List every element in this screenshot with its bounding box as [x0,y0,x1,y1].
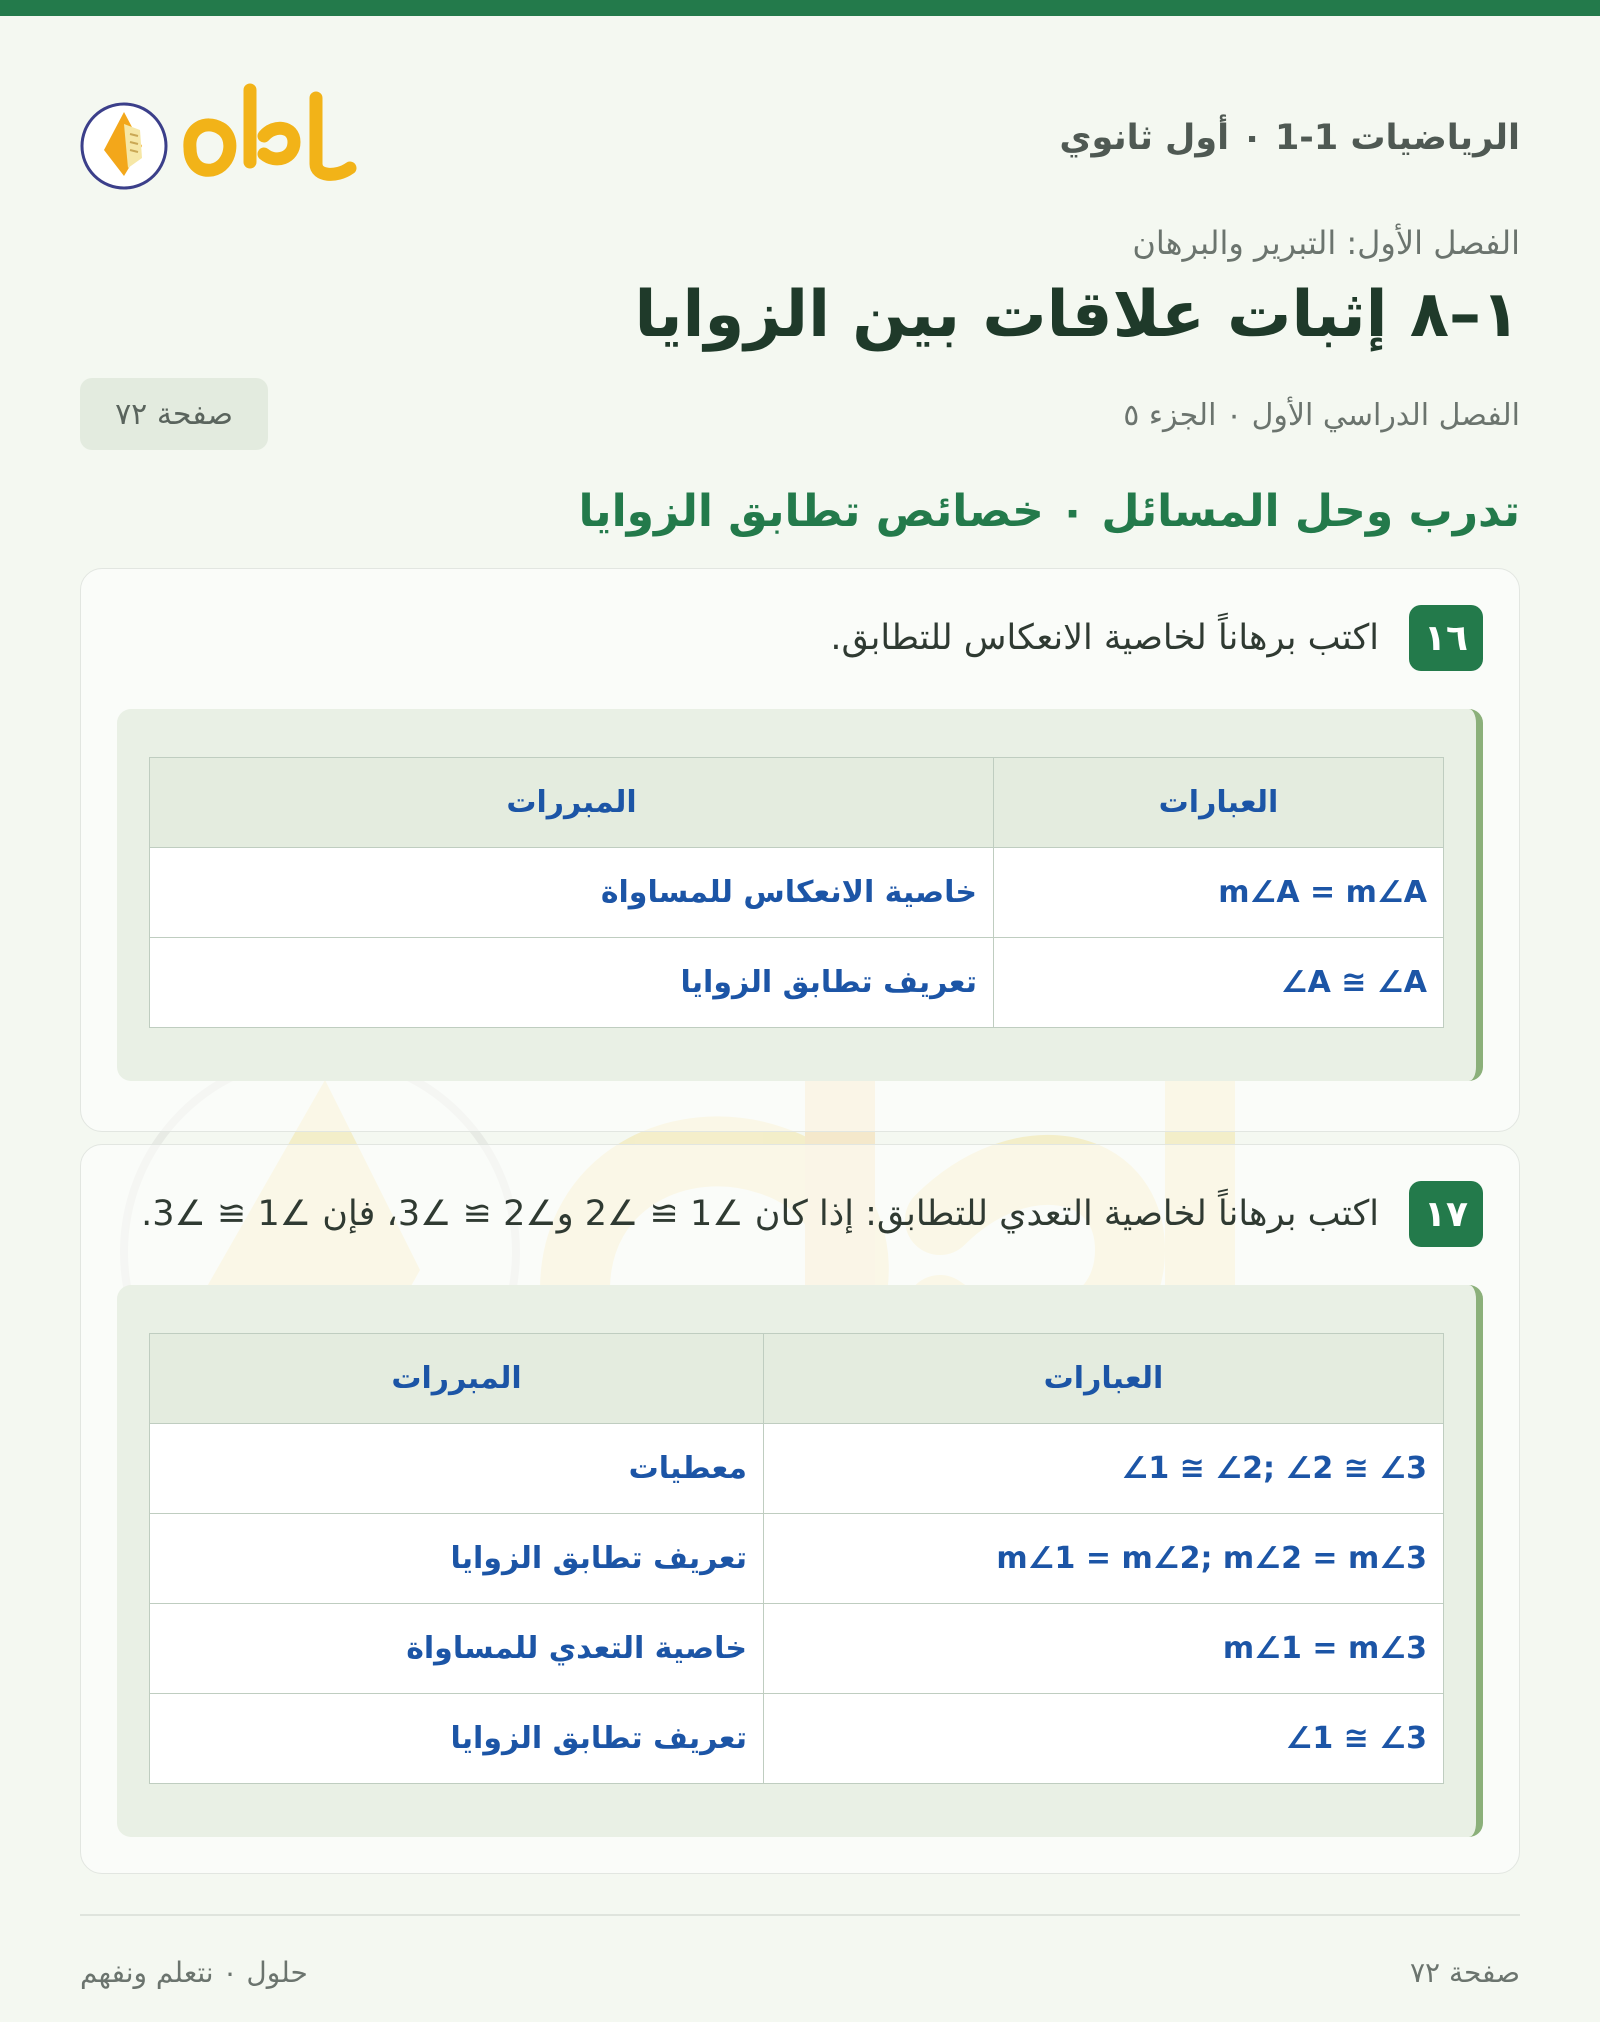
statement-cell: ∠1 ≅ ∠3 [764,1694,1444,1784]
proof-box [117,1285,1483,1837]
question-header [141,1181,1483,1247]
reason-cell: تعريف تطابق الزوايا [150,1694,764,1784]
statement-cell: ∠1 ≅ ∠2; ∠2 ≅ ∠3 [764,1424,1444,1514]
table-row [150,1514,1444,1604]
statements-header: العبارات [994,758,1444,848]
question-number-badge: ١٦ [1409,605,1483,671]
section-title: تدرب وحل المسائل ٠ خصائص تطابق الزوايا [578,486,1520,537]
proof-box [117,709,1483,1081]
table-row [150,938,1444,1028]
question-text: اكتب برهاناً لخاصية التعدي للتطابق: إذا كان ∠1 ≅ ∠2 و∠2 ≅ ∠3، فإن ∠1 ≅ ∠3. [141,1194,1379,1234]
semester-label: الفصل الدراسي الأول ٠ الجزء ٥ [1123,398,1520,433]
statement-cell: m∠1 = m∠3 [764,1604,1444,1694]
footer-page-number: صفحة ٧٢ [1409,1956,1520,1989]
proof-table [149,1333,1444,1784]
reasons-header: المبررات [150,758,994,848]
statement-cell: m∠1 = m∠2; m∠2 = m∠3 [764,1514,1444,1604]
footer-divider [80,1914,1520,1916]
reasons-header: المبررات [150,1334,764,1424]
page [80,16,1520,2022]
reason-cell: معطيات [150,1424,764,1514]
question-header [830,605,1483,671]
question-number-badge: ١٧ [1409,1181,1483,1247]
page-number-badge: صفحة ٧٢ [80,378,268,450]
table-row [150,1694,1444,1784]
reason-cell: تعريف تطابق الزوايا [150,938,994,1028]
question-card-16 [80,568,1520,1132]
chapter-label: الفصل الأول: التبرير والبرهان [1132,224,1520,262]
subject-breadcrumb: الرياضيات 1-1 ٠ أول ثانوي [1059,118,1520,158]
proof-table [149,757,1444,1028]
statements-header: العبارات [764,1334,1444,1424]
header [80,76,1520,196]
table-header-row [150,758,1444,848]
reason-cell: تعريف تطابق الزوايا [150,1514,764,1604]
question-text: اكتب برهاناً لخاصية الانعكاس للتطابق. [830,618,1379,658]
reason-cell: خاصية الانعكاس للمساواة [150,848,994,938]
statement-cell: ∠A ≅ ∠A [994,938,1444,1028]
lesson-title: ١–٨ إثبات علاقات بين الزوايا [634,278,1520,352]
reason-cell: خاصية التعدي للمساواة [150,1604,764,1694]
table-row [150,848,1444,938]
footer-tagline: حلول ٠ نتعلم ونفهم [80,1956,308,1989]
table-header-row [150,1334,1444,1424]
table-row [150,1424,1444,1514]
table-row [150,1604,1444,1694]
statement-cell: m∠A = m∠A [994,848,1444,938]
question-card-17 [80,1144,1520,1874]
hulul-logo-icon[interactable] [80,76,370,196]
top-accent-bar [0,0,1600,16]
